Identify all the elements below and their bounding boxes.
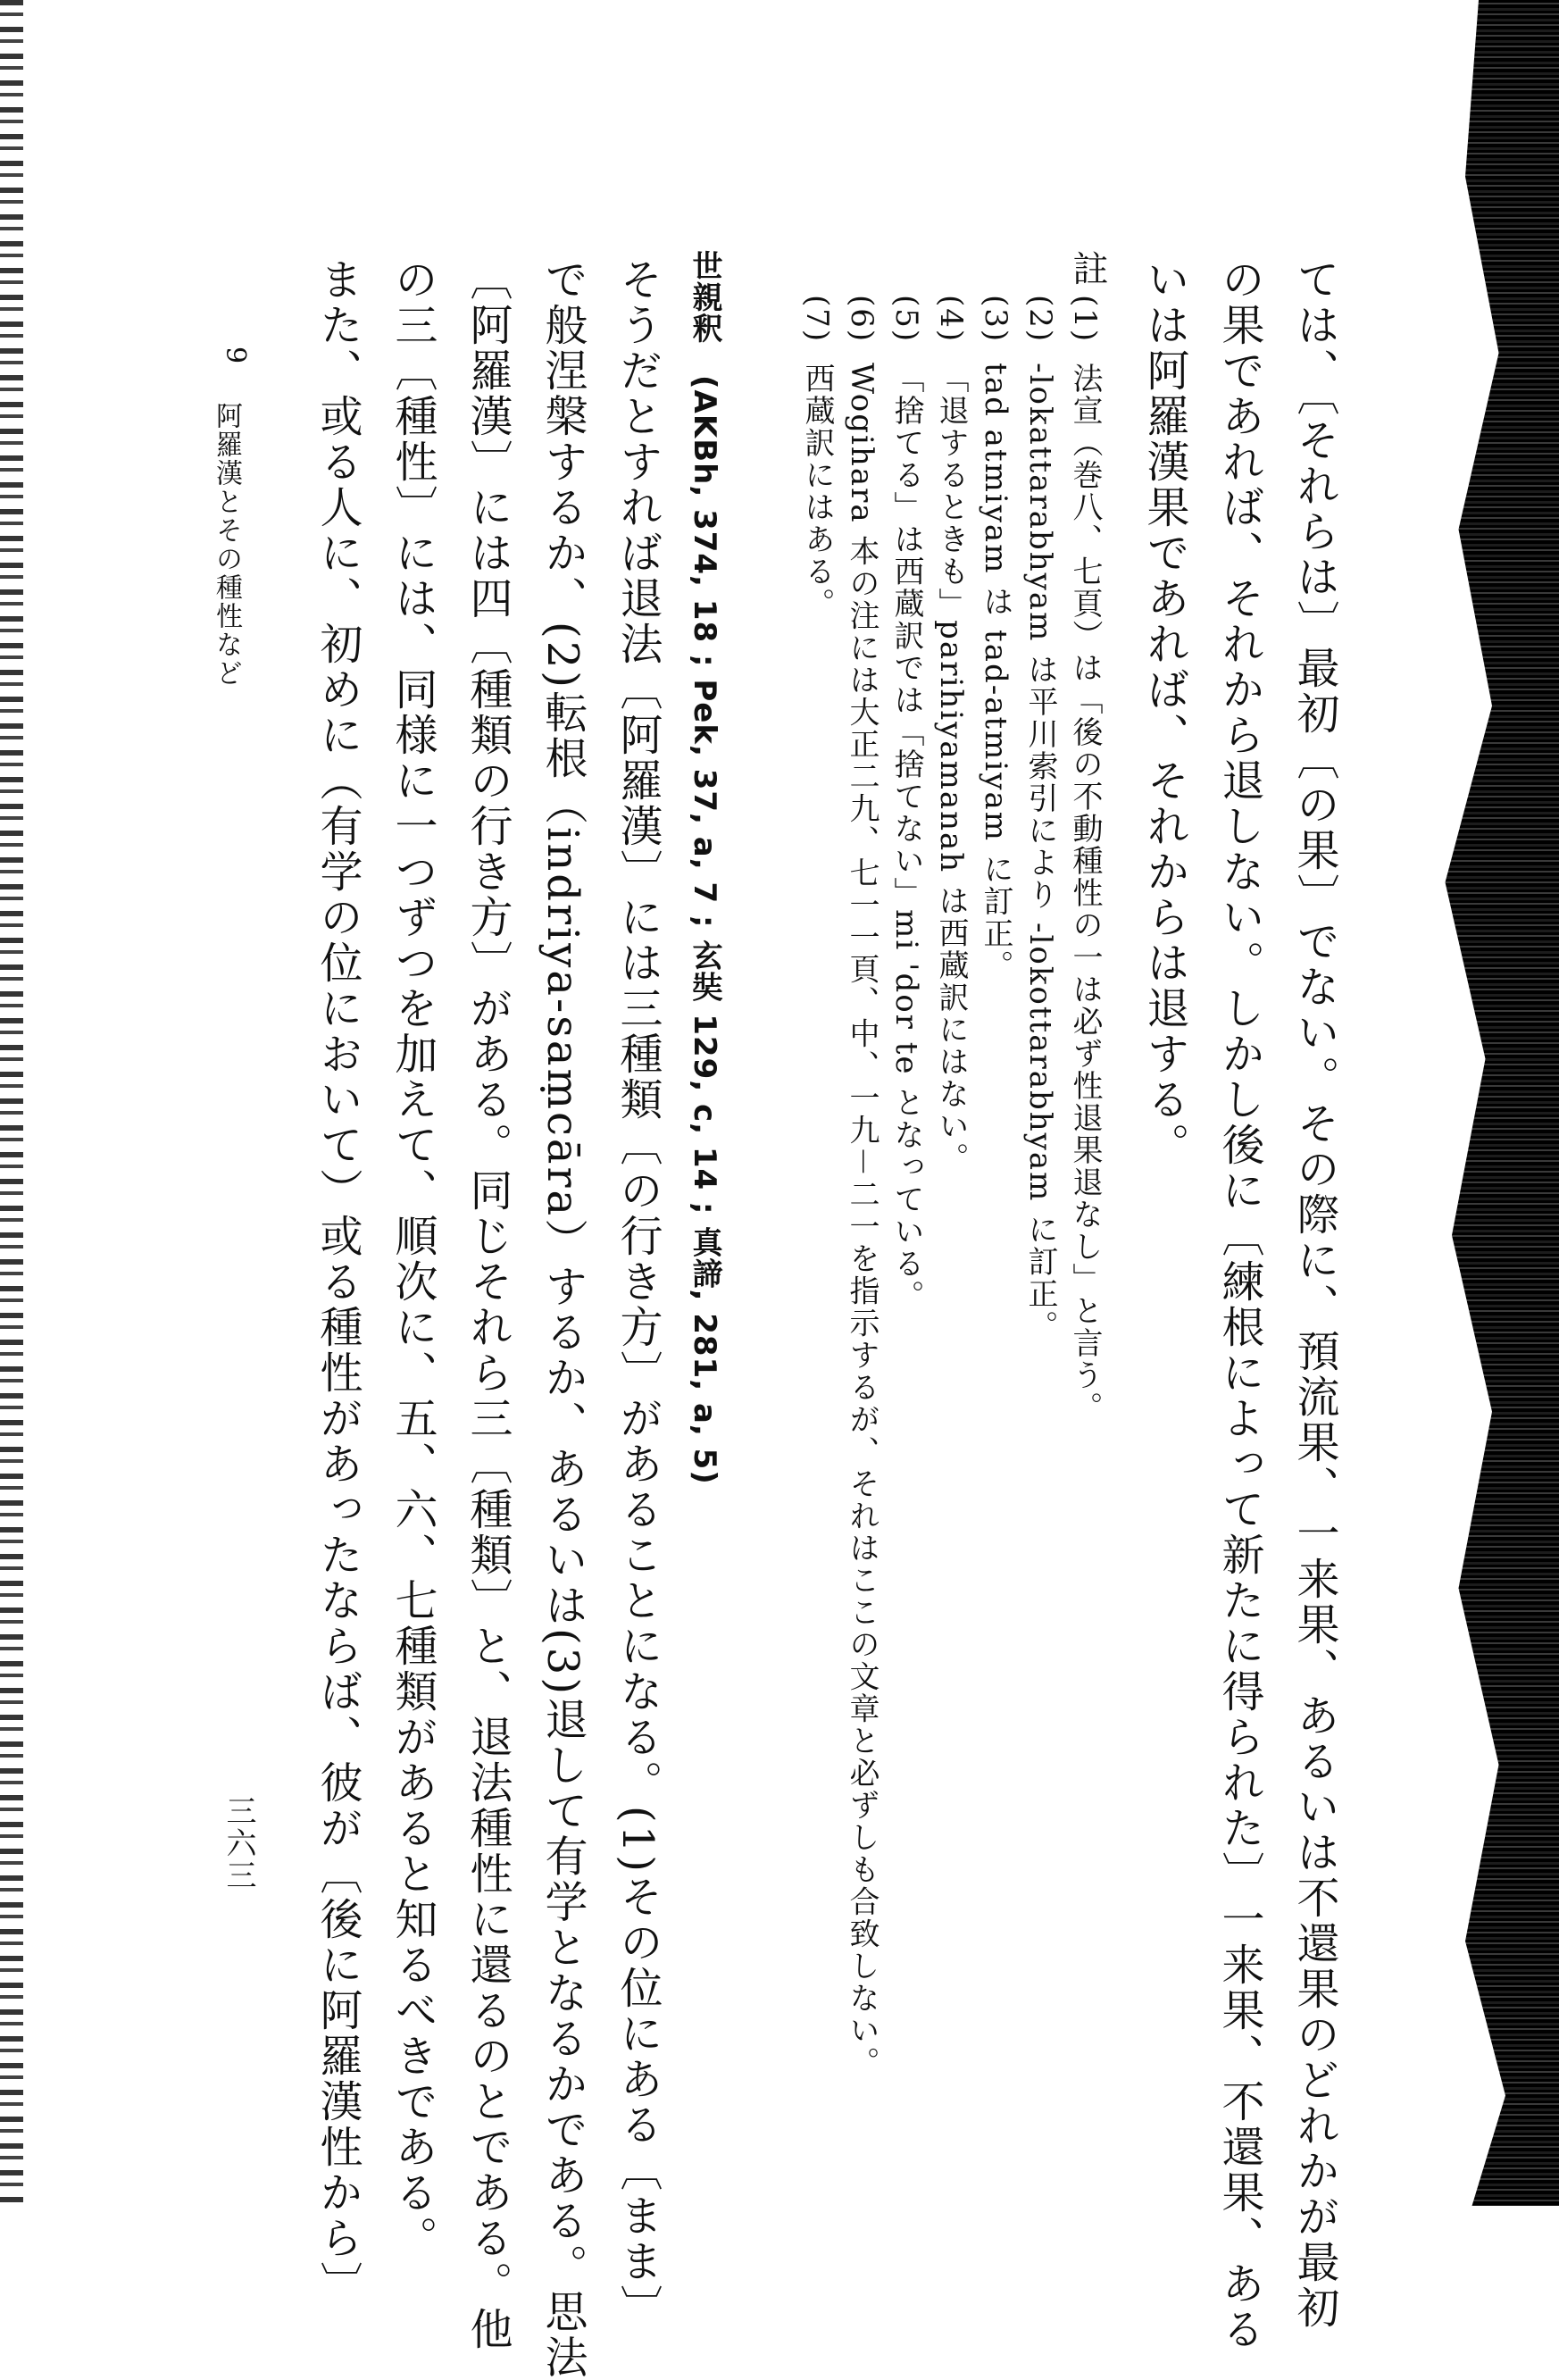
chapter-title: 阿羅漢とその種性など [211, 402, 242, 688]
note-text: 西蔵訳にはある。 [799, 363, 835, 621]
note-text: 「退するときも」parihiyamanah は西蔵訳にはない。 [933, 363, 969, 1174]
note-text: tad atmiyam は tad-atmiyam に訂正。 [978, 363, 1013, 982]
note-item [1067, 295, 1103, 1424]
section-heading: 世親釈 (AKBh, 374, 18 ; Pek, 37, a, 7 ; 玄奘 129, c, 14 ; 真諦, 281, a, 5) [687, 250, 722, 1485]
note-number: (7) [799, 295, 835, 344]
body-line-4: そうだとすれば退法〔阿羅漢〕には三種類〔の行き方〕があることになる。(1)その位にある〔まま〕 [613, 257, 663, 2330]
scan-noise-edge [1425, 0, 1559, 2206]
note-item [844, 295, 880, 2079]
note-item [933, 295, 969, 1174]
chapter-number: 9 [220, 347, 251, 366]
note-number: (2) [1022, 295, 1058, 344]
body-line-2: の果であれば、それから退しない。しかし後に〔練根によって新たに得られた〕一来果、不還果、ある [1214, 257, 1264, 2352]
note-number: (1) [1067, 295, 1103, 344]
note-item [888, 295, 924, 1313]
note-text: 「捨てる」は西蔵訳では「捨てない」mi 'dor te となっている。 [888, 363, 924, 1313]
binding-edge [0, 0, 23, 2206]
page-number: 三六三 [221, 1795, 256, 1891]
note-text: 法宣（巻八、七頁）は「後の不動種性の一は必ず性退果退なし」と言う。 [1067, 363, 1103, 1424]
note-number: (3) [978, 295, 1013, 344]
body-line-8: また、或る人に、初めに（有学の位において）或る種性があったならば、彼が〔後に阿羅漢性から〕 [313, 257, 363, 2307]
notes-label: 註 [1067, 250, 1108, 286]
note-item [799, 295, 835, 621]
note-text: Wogihara 本の注には大正二九、七一一頁、中、一九－二一を指示するが、それはここの文章と必ずしも合致しない。 [844, 363, 880, 2079]
body-line-6: 〔阿羅漢〕には四〔種類の行き方〕がある。同じそれら三〔種類〕と、退法種性に還るのとである。他 [463, 257, 513, 2352]
note-number: (6) [844, 295, 880, 344]
note-item [980, 295, 1011, 982]
body-line-1: ては、〔それらは〕最初〔の果〕でない。その際に、預流果、一来果、あるいは不還果のどれかが最初 [1289, 257, 1339, 2331]
note-text: -lokattarabhyam は平川索引により -lokottarabhyam に訂正。 [1022, 363, 1058, 1343]
body-line-3: いは阿羅漢果であれば、それからは退する。 [1139, 257, 1189, 1168]
note-number: (4) [933, 295, 969, 344]
note-item [1022, 295, 1058, 1343]
body-line-7: の三〔種性〕には、同様に一つずつを加えて、順次に、五、六、七種類があると知るべきである。 [388, 257, 438, 2261]
body-line-5: で般涅槃するか、(2)転根（indriya-saṃcāra）するか、あるいは(3)退して有学となるかである。思法 [538, 257, 588, 2380]
note-number: (5) [888, 295, 924, 344]
